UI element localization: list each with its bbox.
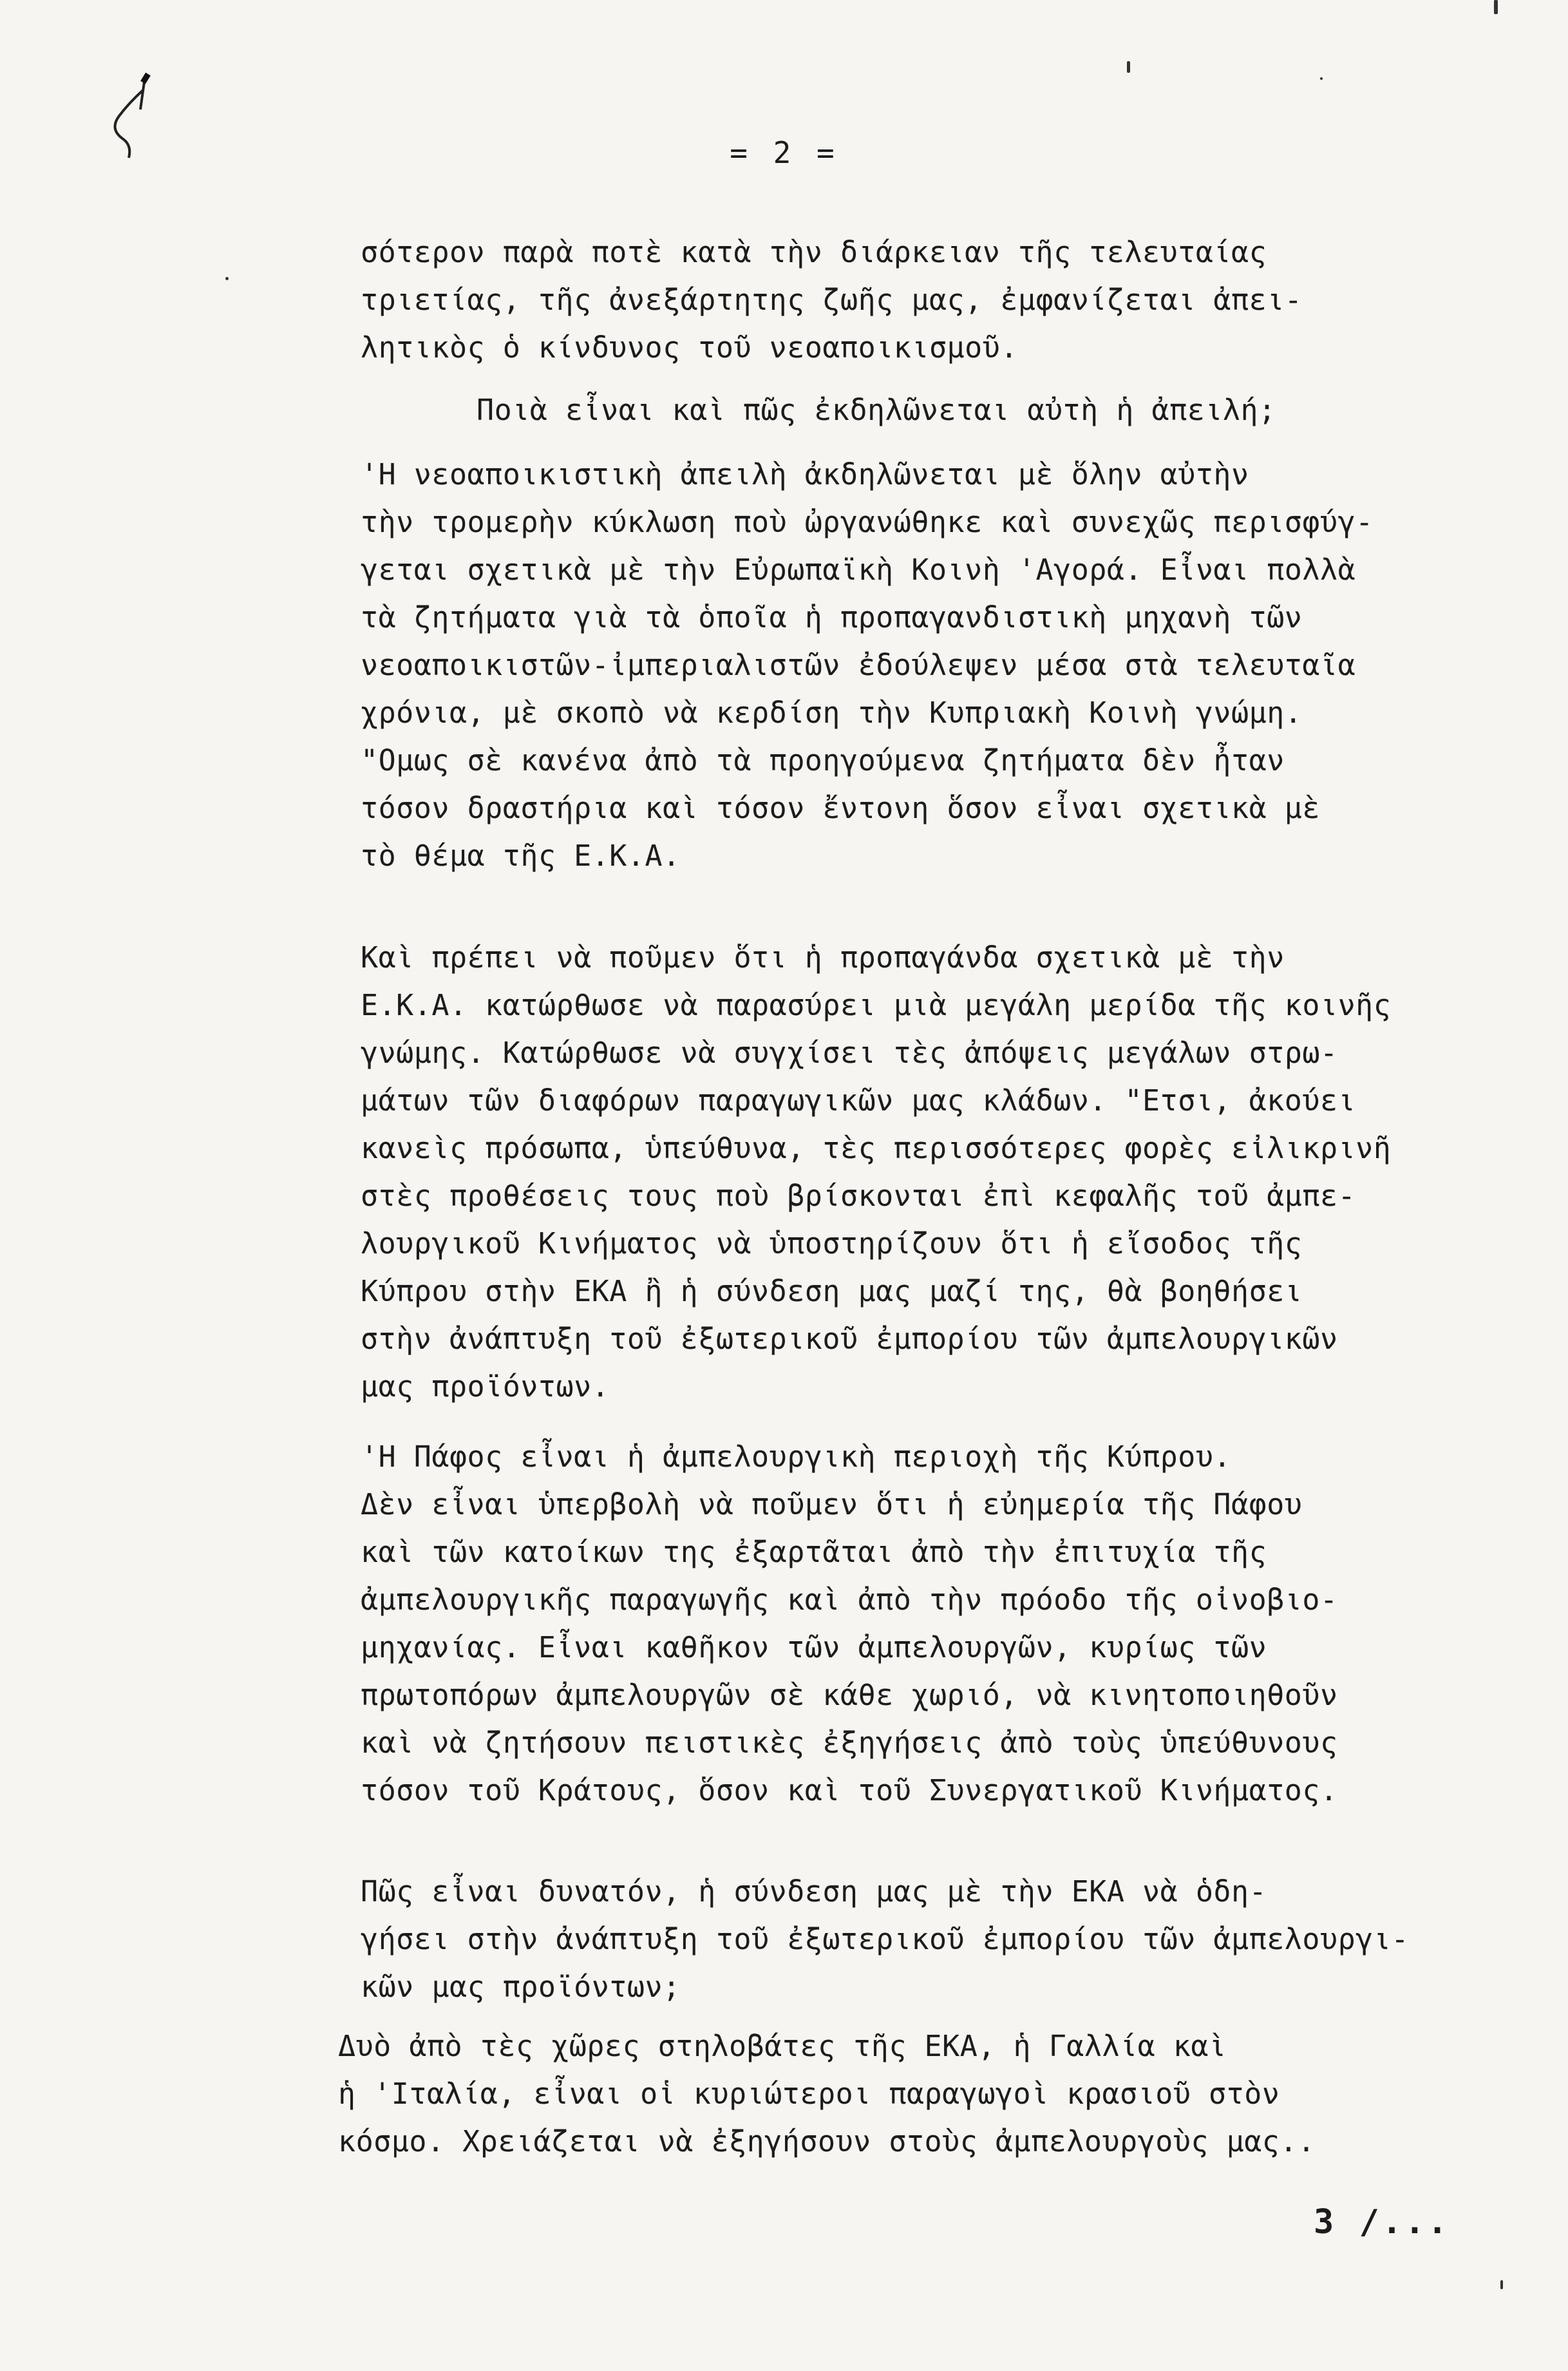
paragraph-4: Καὶ πρέπει νὰ ποῦμεν ὅτι ἡ προπαγάνδα σχετικὰ μὲ τὴν Ε.Κ.Α. κατώρθωσε νὰ παρασύρει μιὰ μεγάλη μερίδα τῆς κοινῆς γνώμης. Κατώρθωσε νὰ συγχίσει τὲς ἀπόψεις μεγάλων στρω- μάτων τῶν διαφόρων παραγωγικῶν μας κλάδων. "Ετσι, ἀκούει κανεὶς πρόσωπα, ὑπεύθυνα, τὲς περισσότερες φορὲς εἰλικρινῆ στὲς προθέσεις τους ποὺ βρίσκονται ἐπὶ κεφαλῆς τοῦ ἀμπε- λουργικοῦ Κινήματος νὰ ὑποστηρίζουν ὅτι ἡ εἴσοδος τῆς Κύπρου στὴν ΕΚΑ ἢ ἡ σύνδεση μας μαζί της, θὰ βοηθήσει στὴν ἀνάπτυξη τοῦ ἐξωτερικοῦ ἐμπορίου τῶν ἀμπελουργικῶν μας προϊόντων.: [361, 940, 1392, 1404]
scan-speck: [225, 277, 229, 280]
paragraph-3: 'Η νεοαποικιστικὴ ἀπειλὴ ἀκδηλῶνεται μὲ ὅλην αὐτὴν τὴν τρομερὴν κύκλωση ποὺ ὠργανώθηκε καὶ συνεχῶς περισφύγ- γεται σχετικὰ μὲ τὴν Εὐρωπαϊκὴ Κοινὴ 'Αγορά. Εἶναι πολλὰ τὰ ζητήματα γιὰ τὰ ὁποῖα ἡ προπαγανδιστικὴ μηχανὴ τῶν νεοαποικιστῶν-ἰμπεριαλιστῶν ἐδούλεψεν μέσα στὰ τελευταῖα χρόνια, μὲ σκοπὸ νὰ κερδίση τὴν Κυπριακὴ Κοινὴ γνώμη. "Ομως σὲ κανένα ἀπὸ τὰ προηγούμενα ζητήματα δὲν ἦταν τόσον δραστήρια καὶ τόσον ἔντονη ὅσον εἶναι σχετικὰ μὲ τὸ θέμα τῆς Ε.Κ.Α.: [361, 457, 1374, 873]
paragraph-7: Δυὸ ἀπὸ τὲς χῶρες στηλοβάτες τῆς ΕΚΑ, ἡ Γαλλία καὶ ἡ 'Ιταλία, εἶναι οἱ κυριώτεροι παραγωγοὶ κρασιοῦ στὸν κόσμο. Χρειάζεται νὰ ἐξηγήσουν στοὺς ἀμπελουργοὺς μας..: [338, 2029, 1316, 2158]
scan-speck: [1500, 2280, 1503, 2289]
scan-speck: [1494, 0, 1498, 14]
paragraph-2: Ποιὰ εἶναι καὶ πῶς ἐκδηλῶνεται αὐτὴ ἡ ἀπειλή;: [477, 393, 1276, 427]
scan-speck: [1127, 61, 1130, 73]
continuation-marker: 3 /...: [1314, 2203, 1450, 2242]
scan-speck: [1320, 77, 1323, 80]
paragraph-1: σότερον παρὰ ποτὲ κατὰ τὴν διάρκειαν τῆς τελευταίας τριετίας, τῆς ἀνεξάρτητης ζωῆς μας, ἐμφανίζεται ἀπει- λητικὸς ὁ κίνδυνος τοῦ νεοαποικισμοῦ.: [361, 235, 1303, 365]
paragraph-6: Πῶς εἶναι δυνατόν, ἡ σύνδεση μας μὲ τὴν ΕΚΑ νὰ ὁδη- γήσει στὴν ἀνάπτυξη τοῦ ἐξωτερικοῦ ἐμπορίου τῶν ἀμπελουργι- κῶν μας προϊόντων;: [361, 1874, 1409, 2004]
paragraph-5: 'Η Πάφος εἶναι ἡ ἀμπελουργικὴ περιοχὴ τῆς Κύπρου. Δὲν εἶναι ὑπερβολὴ νὰ ποῦμεν ὅτι ἡ εὐημερία τῆς Πάφου καὶ τῶν κατοίκων της ἐξαρτᾶται ἀπὸ τὴν ἐπιτυχία τῆς ἀμπελουργικῆς παραγωγῆς καὶ ἀπὸ τὴν πρόοδο τῆς οἰνοβιο- μηχανίας. Εἶναι καθῆκον τῶν ἀμπελουργῶν, κυρίως τῶν πρωτοπόρων ἀμπελουργῶν σὲ κάθε χωριό, νὰ κινητοποιηθοῦν καὶ νὰ ζητήσουν πειστικὲς ἐξηγήσεις ἀπὸ τοὺς ὑπεύθυνους τόσον τοῦ Κράτους, ὅσον καὶ τοῦ Συνεργατικοῦ Κινήματος.: [361, 1440, 1338, 1807]
page-number: = 2 =: [730, 135, 838, 170]
